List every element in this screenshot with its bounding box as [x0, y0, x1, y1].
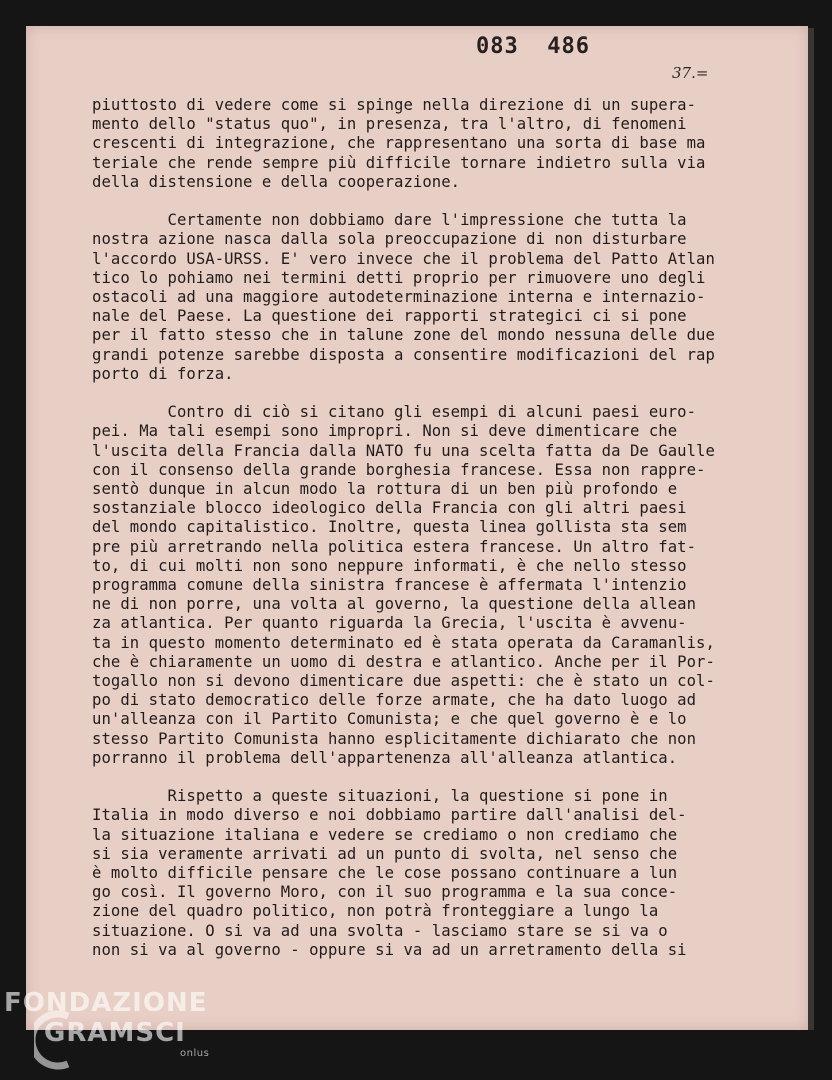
watermark-line-1: FONDAZIONE [4, 988, 208, 1018]
text-line: sentò dunque in alcun modo la rottura di un ben più profondo e [92, 480, 678, 499]
text-line: programma comune della sinistra francese è affermata l'intenzio [92, 576, 687, 595]
text-line: ostacoli ad una maggiore autodeterminazione interna e internazio- [92, 288, 706, 307]
text-line: teriale che rende sempre più difficile tornare indietro sulla via [92, 153, 706, 172]
text-line: Certamente non dobbiamo dare l'impressione che tutta la [92, 211, 687, 230]
text-line: della distensione e della cooperazione. [92, 172, 461, 191]
text-line: un'alleanza con il Partito Comunista; e che quel governo è e lo [92, 710, 687, 729]
text-line: stesso Partito Comunista hanno esplicitamente dichiarato che non [92, 729, 697, 748]
text-line: non si va al governo - oppure si va ad un arretramento della si [92, 940, 687, 959]
text-line: ta in questo momento determinato ed è stata operata da Caramanlis, [92, 633, 715, 652]
paragraph-3 [92, 403, 772, 768]
text-line: go così. Il governo Moro, con il suo programma e la sua conce- [92, 883, 678, 902]
text-line: tico lo pohiamo nei termini detti proprio per rimuovere uno degli [92, 268, 706, 287]
text-line: to, di cui molti non sono neppure informati, è che nello stesso [92, 556, 687, 575]
paragraph-2 [92, 211, 772, 384]
text-line: po di stato democratico delle forze armate, che ha dato luogo ad [92, 691, 697, 710]
text-line: mento dello "status quo", in presenza, tra l'altro, di fenomeni [92, 115, 687, 134]
text-line: del mondo capitalistico. Inoltre, questa linea gollista sta sem [92, 518, 687, 537]
text-line: nostra azione nasca dalla sola preoccupazione di non disturbare [92, 230, 687, 249]
text-line: è molto difficile pensare che le cose possano continuare a lun [92, 864, 678, 883]
text-line: per il fatto stesso che in talune zone del mondo nessuna delle due [92, 326, 715, 345]
archive-number-stamp: 083 486 [476, 34, 590, 59]
page-number: 37.= [672, 64, 709, 82]
paragraph-1 [92, 96, 772, 192]
text-line: che è chiaramente un uomo di destra e atlantico. Anche per il Por- [92, 652, 715, 671]
text-line: si sia veramente arrivati ad un punto di svolta, nel senso che [92, 844, 678, 863]
text-line: za atlantica. Per quanto riguarda la Grecia, l'uscita è avvenu- [92, 614, 687, 633]
paragraph-4 [92, 787, 772, 960]
text-line: zione del quadro politico, non potrà fronteggiare a lungo la [92, 902, 659, 921]
text-line: l'accordo USA-URSS. E' vero invece che il problema del Patto Atlan [92, 249, 715, 268]
text-line: Italia in modo diverso e noi dobbiamo partire dall'analisi del- [92, 806, 687, 825]
text-line: nale del Paese. La questione dei rapporti strategici ci si pone [92, 307, 687, 326]
text-line: Rispetto a queste situazioni, la questione si pone in [92, 787, 668, 806]
text-line: l'uscita della Francia dalla NATO fu una scelta fatta da De Gaulle [92, 441, 715, 460]
text-line: porranno il problema dell'appartenenza all'alleanza atlantica. [92, 748, 678, 767]
watermark-line-2: GRAMSCI [44, 1018, 186, 1048]
text-line: crescenti di integrazione, che rappresentano una sorta di base ma [92, 134, 706, 153]
text-line: Contro di ciò si citano gli esempi di alcuni paesi euro- [92, 403, 697, 422]
text-line: sostanziale blocco ideologico della Francia con gli altri paesi [92, 499, 687, 518]
text-line: pei. Ma tali esempi sono impropri. Non si deve dimenticare che [92, 422, 678, 441]
text-line: situazione. O si va ad una svolta - lasciamo stare se si va o [92, 921, 668, 940]
text-line: porto di forza. [92, 364, 234, 383]
typewritten-body [92, 96, 772, 960]
page-edge-shadow [808, 28, 814, 1030]
text-line: con il consenso della grande borghesia francese. Essa non rappre- [92, 460, 706, 479]
text-line: pre più arretrando nella politica estera francese. Un altro fat- [92, 537, 697, 556]
text-line: la situazione italiana e vedere se crediamo o non crediamo che [92, 825, 678, 844]
text-line: togallo non si devono dimenticare due aspetti: che è stato un col- [92, 672, 715, 691]
text-line: grandi potenze sarebbe disposta a consentire modificazioni del rap [92, 345, 715, 364]
text-line: ne di non porre, una volta al governo, la questione della allean [92, 595, 697, 614]
text-line: piuttosto di vedere come si spinge nella direzione di un supera- [92, 96, 697, 114]
watermark-line-3: onlus [180, 1048, 210, 1059]
fondazione-gramsci-watermark [4, 988, 224, 1078]
